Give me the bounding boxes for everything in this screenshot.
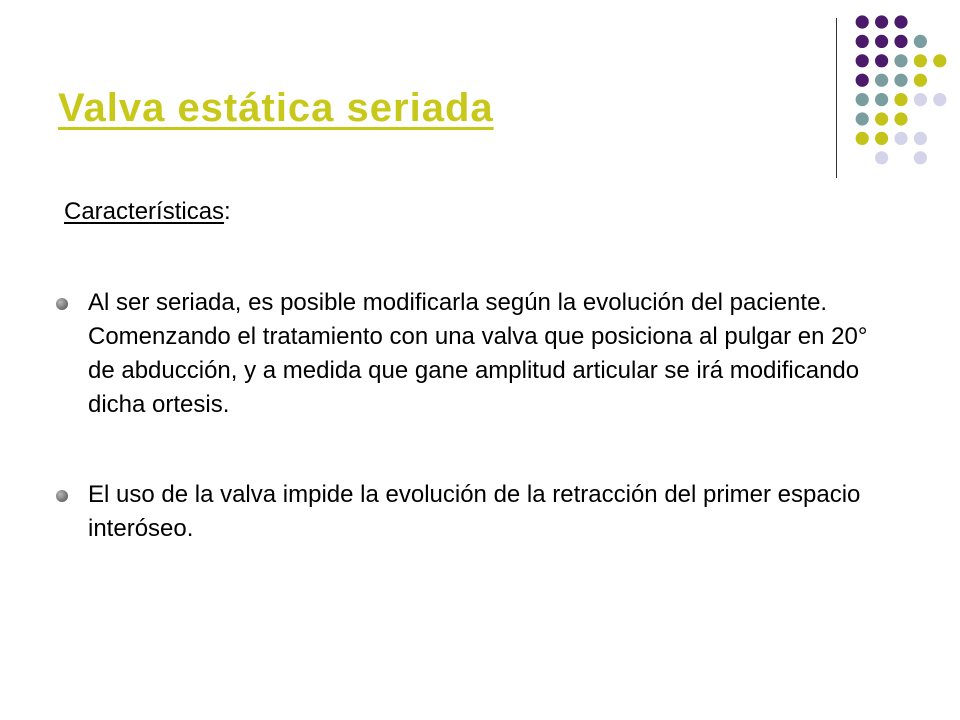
decorative-dot	[894, 54, 907, 67]
bullet-list	[50, 286, 870, 602]
bullet-text: El uso de la valva impide la evolución de la retracción del primer espacio interóseo.	[88, 481, 861, 542]
decorative-dot	[856, 35, 869, 48]
decorative-dot	[914, 74, 927, 87]
decorative-dot	[914, 151, 927, 164]
decorative-dot	[875, 112, 888, 125]
decorative-dot	[875, 35, 888, 48]
decorative-dot	[894, 132, 907, 145]
decorative-dot	[933, 93, 946, 106]
bullet-text: Al ser seriada, es posible modificarla según la evolución del paciente. Comenzando el tratamiento con una valva que posiciona al pulgar en 20° de abducción, y a medida que gane amplitud articular se irá modificando dicha ortesis.	[88, 289, 868, 418]
decorative-dot	[914, 93, 927, 106]
slide-title: Valva estática seriada	[58, 86, 494, 130]
decorative-dot	[933, 54, 946, 67]
decorative-dot	[875, 151, 888, 164]
decorative-dot	[914, 132, 927, 145]
decorative-dot	[875, 93, 888, 106]
decorative-dot	[856, 93, 869, 106]
subheading-colon: :	[224, 198, 231, 225]
decorative-dot	[914, 35, 927, 48]
decorative-dot	[875, 74, 888, 87]
decorative-dot	[856, 112, 869, 125]
subheading-text: Características	[64, 198, 225, 225]
decorative-dot	[856, 15, 869, 28]
decorative-dot	[894, 35, 907, 48]
decorative-dot	[856, 74, 869, 87]
bullet-item	[50, 478, 870, 546]
decorative-dot	[875, 132, 888, 145]
decorative-dot	[894, 74, 907, 87]
decorative-dot	[894, 112, 907, 125]
subheading	[64, 198, 231, 226]
decorative-dot	[875, 15, 888, 28]
decorative-dot	[856, 132, 869, 145]
decorative-dot	[914, 54, 927, 67]
bullet-dot-icon	[56, 298, 68, 310]
decorative-dot	[856, 54, 869, 67]
decorative-dot	[875, 54, 888, 67]
bullet-item	[50, 286, 870, 422]
decorative-dot	[894, 15, 907, 28]
bullet-dot-icon	[56, 490, 68, 502]
vertical-divider	[836, 18, 837, 178]
decorative-dot	[894, 93, 907, 106]
